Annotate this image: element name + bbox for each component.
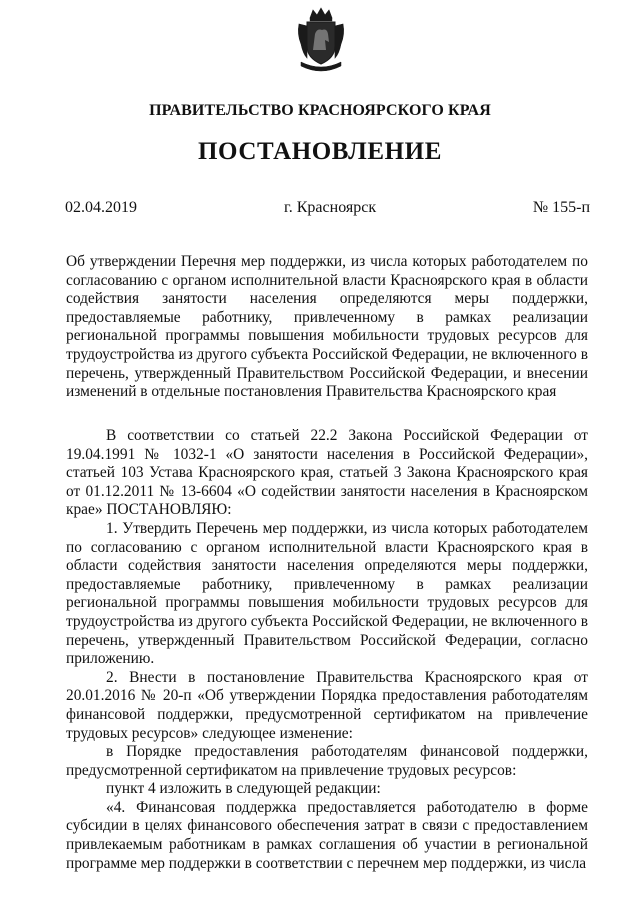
document-title: Об утверждении Перечня мер поддержки, из числа которых работодателем по согласованию с органом исполнительной власти Красноярского края в области содействия занятости населения определяются меры поддержки, предоставляемые работнику, привлеченному в рамках реализации региональной программы повышения мобильности трудовых ресурсов для трудоустройства из другого субъекта Российской Федерации, не включенного в перечень, утвержденный Правительством Российской Федерации, и внесении изменений в отдельные постановления Правительства Красноярского края — [66, 253, 588, 401]
document-city: г. Красноярск — [284, 199, 377, 216]
item-2-sub-paragraph: в Порядке предоставления работодателям финансовой поддержки, предусмотренной сертификатом на привлечение трудовых ресурсов: — [66, 743, 588, 779]
item-1-paragraph: 1. Утвердить Перечень мер поддержки, из числа которых работодателем по согласованию с органом исполнительной власти Красноярского края в области содействия занятости населения определяются меры поддержки, предоставляемые работнику, привлеченному в рамках реализации региональной программы повышения мобильности трудовых ресурсов для трудоустройства из другого субъекта Российской Федерации, не включенного в перечень, утвержденный Правительством Российской Федерации, согласно приложению. — [66, 519, 588, 668]
document-type: ПОСТАНОВЛЕНИЕ — [197, 138, 443, 165]
item-2-quote-paragraph: «4. Финансовая поддержка предоставляется работодателю в форме субсидии в целях финансового обеспечения затрат в связи с предоставлением привлекаемым работникам в рамках соглашения об участии в региональной программе мер поддержки в соответствии с перечнем мер поддержки, из числа — [66, 798, 588, 872]
item-2-paragraph: 2. Внести в постановление Правительства Красноярского края от 20.01.2016 № 20-п «Об утверждении Порядка предоставления работодателям финансовой поддержки, предусмотренной сертификатом на привлечение трудовых ресурсов» следующее изменение: — [66, 668, 588, 742]
document-date: 02.04.2019 — [65, 199, 137, 216]
document-body — [66, 427, 588, 873]
organization-name: ПРАВИТЕЛЬСТВО КРАСНОЯРСКОГО КРАЯ — [149, 102, 491, 119]
document-number: № 155-п — [532, 199, 590, 216]
preamble-paragraph: В соответствии со статьей 22.2 Закона Российской Федерации от 19.04.1991 № 1032-1 «О занятости населения в Российской Федерации», статьей 103 Устава Красноярского края, статьей 3 Закона Красноярского края от 01.12.2011 № 13-6604 «О содействии занятости населения в Красноярском крае» ПОСТАНОВЛЯЮ: — [66, 427, 588, 519]
coat-of-arms-icon — [295, 4, 347, 74]
item-2-point-paragraph: пункт 4 изложить в следующей редакции: — [106, 780, 381, 798]
document-meta — [65, 199, 590, 221]
